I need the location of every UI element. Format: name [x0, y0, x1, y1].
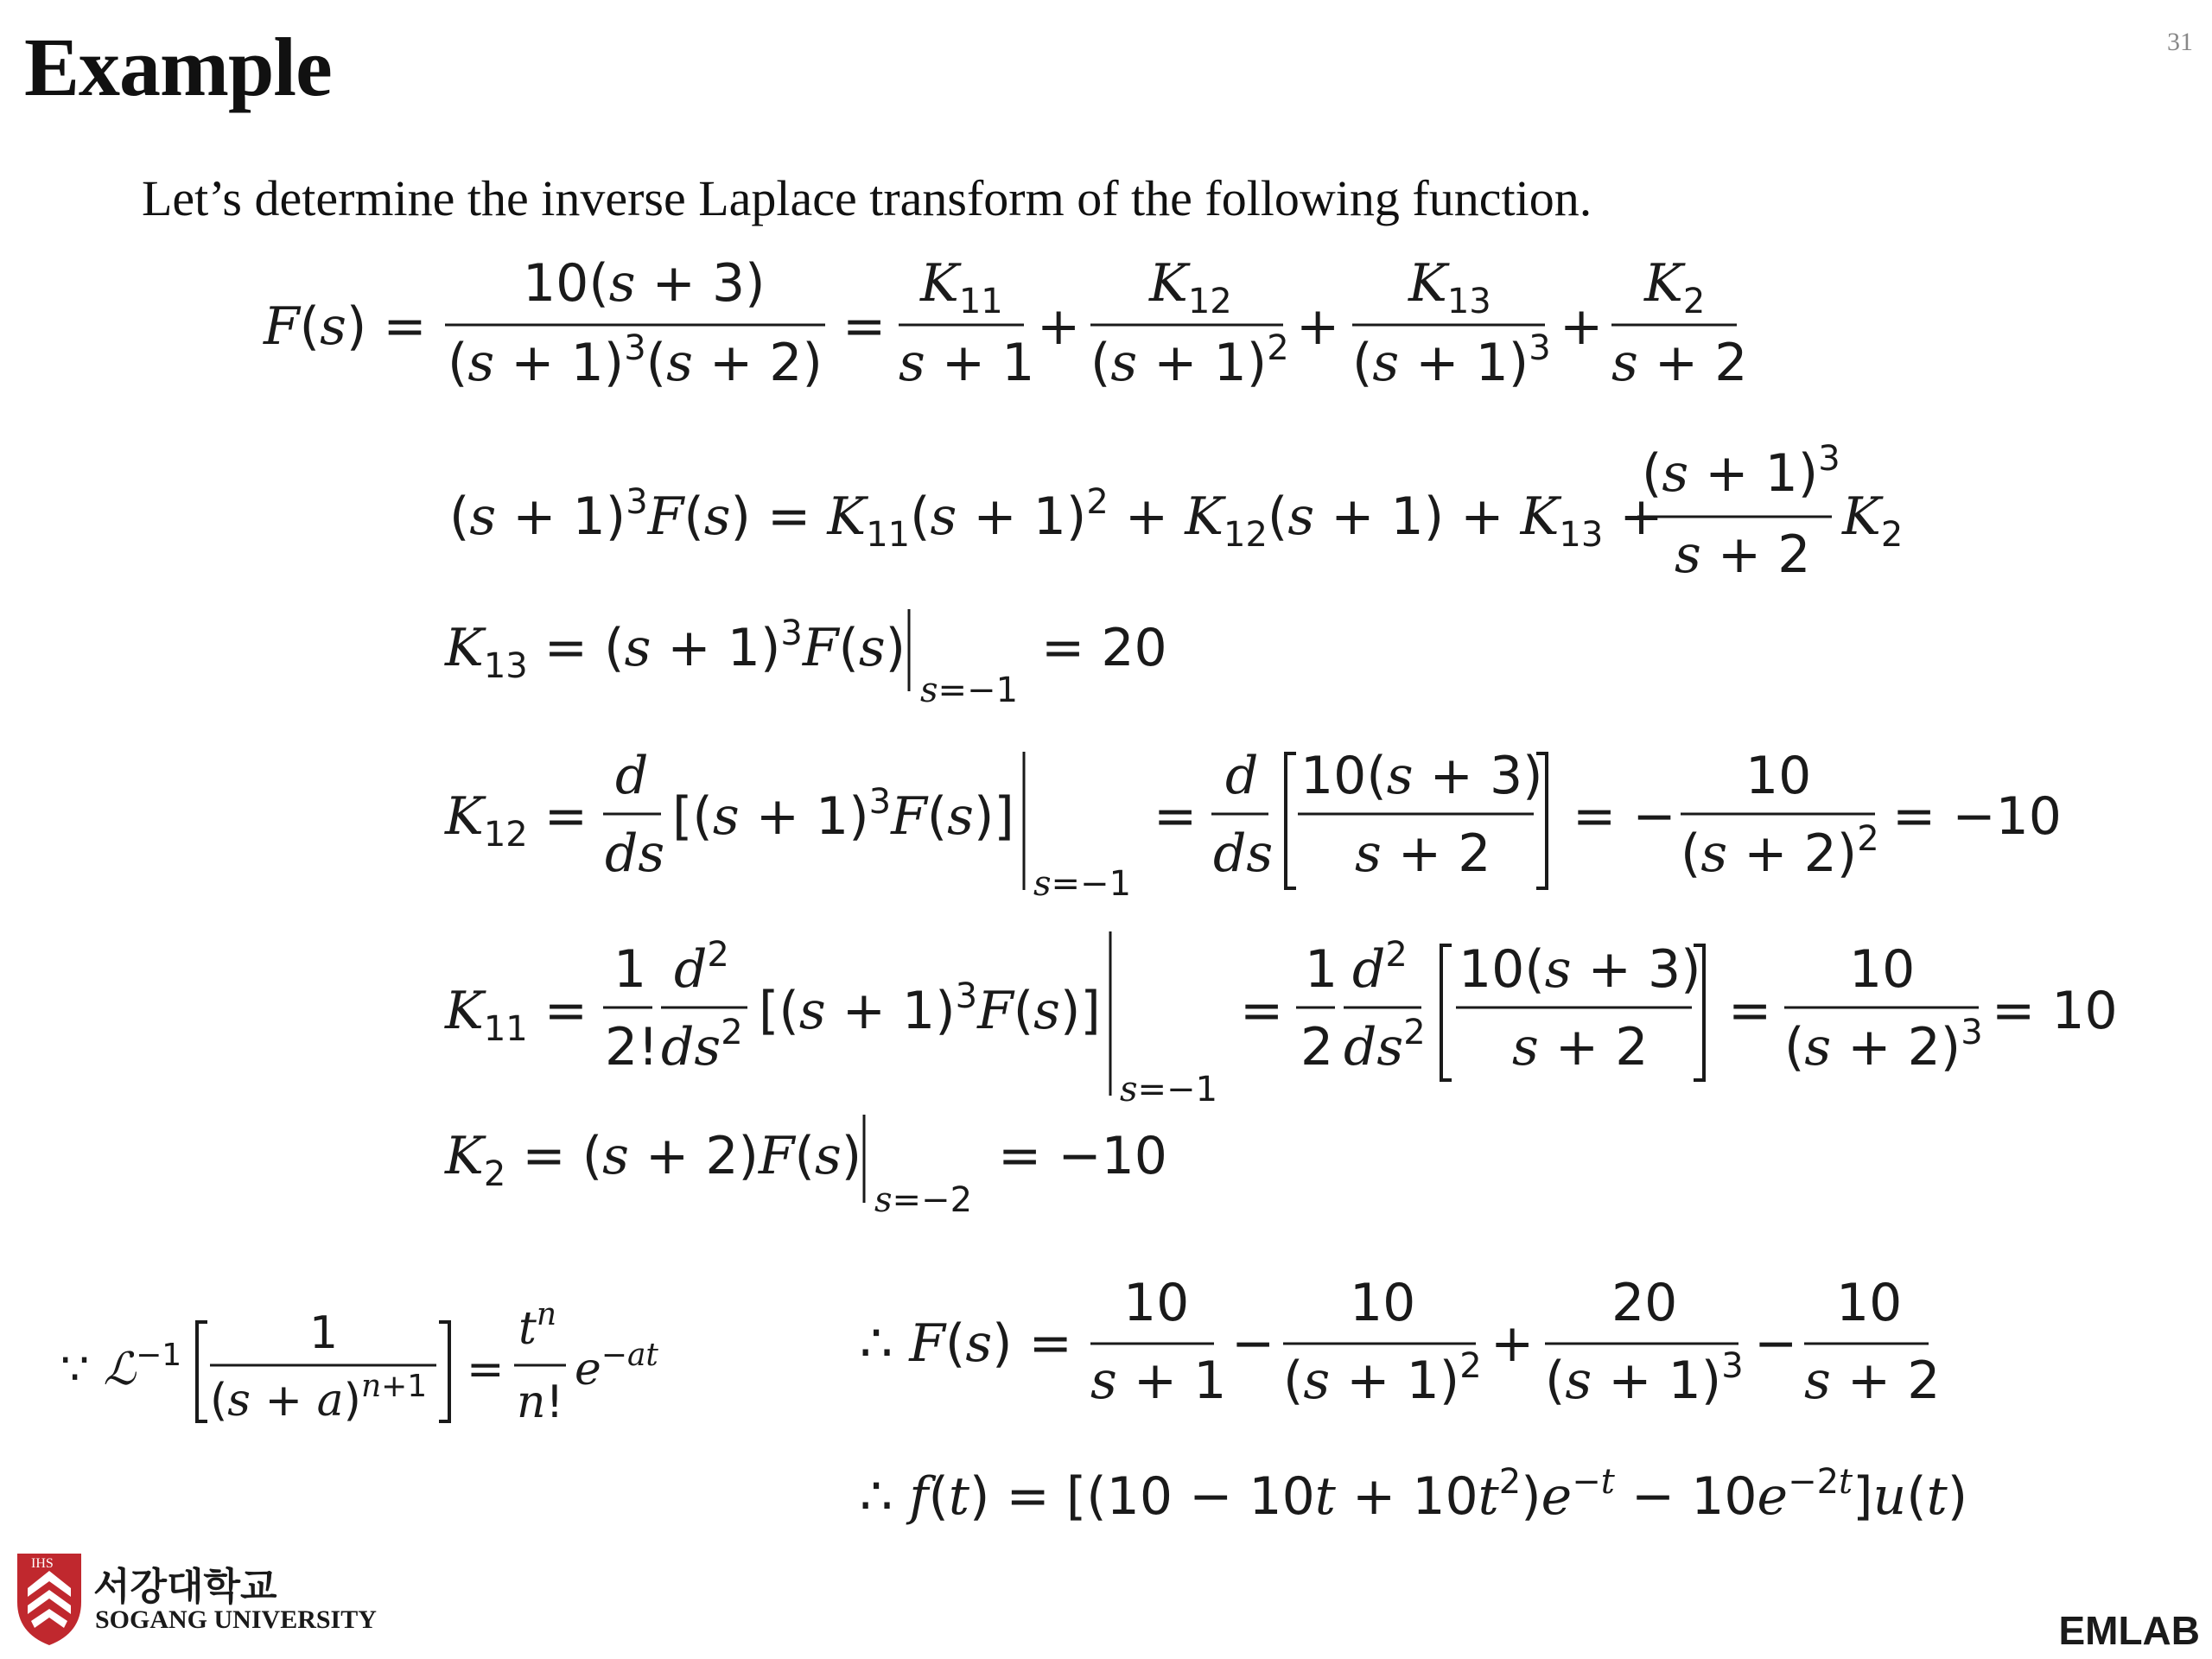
svg-text:e−at: e−at	[575, 1338, 658, 1395]
emlab-label: EMLAB	[2058, 1608, 2200, 1653]
svg-text:d: d	[615, 746, 649, 806]
svg-text:s + 2: s + 2	[1804, 1351, 1941, 1411]
svg-text:= 10: = 10	[1992, 981, 2118, 1041]
svg-text:2!: 2!	[605, 1017, 659, 1077]
svg-text:2: 2	[1300, 1017, 1334, 1077]
svg-text:=: =	[1728, 981, 1772, 1041]
svg-text:ds2: $ds^2$	[1344, 1013, 1426, 1077]
page-number: 31	[2167, 28, 2193, 56]
equation-6	[444, 1115, 1167, 1220]
svg-text:K12 =: $K_{12}$ =	[445, 786, 588, 855]
svg-text:=: =	[842, 296, 887, 357]
svg-text:(s + 1)2: $(s + 1)^2$	[1283, 1346, 1482, 1411]
svg-text:−: −	[1231, 1313, 1275, 1374]
svg-text:(s + 1)2: $(s + 1)^2$	[1090, 328, 1289, 393]
svg-text:∴ F(s) =: ∴ F(s) =	[860, 1313, 1072, 1374]
svg-text:n!: n!	[517, 1376, 564, 1428]
logo-english-name: SOGANG UNIVERSITY	[95, 1605, 377, 1634]
equation-3	[444, 609, 1167, 710]
svg-text:s=−1: s=−1	[1033, 864, 1132, 904]
svg-text:+: +	[1560, 296, 1604, 357]
svg-text:s + 2: s + 2	[1512, 1017, 1649, 1077]
svg-text:IHS: IHS	[31, 1556, 54, 1571]
svg-text:K11 =: $K_{11}$ =	[445, 981, 588, 1049]
svg-text:K13 = (s + 1)3F(s): $K_{13} = (s + 1)^3F(s)$	[445, 613, 906, 686]
svg-text:(s + 1)3: $(s + 1)^3$	[1642, 439, 1840, 504]
svg-text:=: =	[1240, 981, 1284, 1041]
svg-text:ds2: $ds^2$	[661, 1013, 743, 1077]
svg-text:+: +	[1296, 296, 1340, 357]
equation-1	[263, 253, 1747, 393]
svg-text:(s + 2)2: $(s + 2)^2$	[1681, 819, 1879, 884]
svg-text:ds: ds	[605, 823, 665, 884]
equation-9	[860, 1462, 1967, 1527]
intro-text: Let’s determine the inverse Laplace transform of the following function.	[142, 170, 1592, 226]
svg-text:K12: $K_{12}$	[1149, 253, 1232, 321]
svg-text:+: +	[1037, 296, 1081, 357]
svg-text:10(s + 3): 10(s + 3)	[1300, 746, 1543, 806]
svg-text:s + 2: s + 2	[1675, 524, 1811, 585]
svg-text:∵ ℒ−1: ∵ ℒ$^{-1}$	[60, 1338, 182, 1395]
svg-text:[(s + 1)3F(s)]: $[(s + 1)^3F(s)]$	[672, 782, 1014, 847]
svg-text:s + 2: s + 2	[1611, 333, 1748, 393]
equation-5	[444, 931, 2118, 1109]
svg-text:+: +	[1491, 1313, 1535, 1374]
svg-text:K2 = (s + 2)F(s): $K_2 = (s + 2)F(s)$	[445, 1126, 862, 1194]
svg-text:(s + 1)3(s + 2): $(s + 1)^3(s + 2)$	[448, 328, 823, 393]
svg-text:= −10: = −10	[1892, 786, 2062, 847]
svg-text:∴ f(t) = [(10 − 10t + 10t2)e−t: ∴ $f(t) = [(10 - 10t + 10t^2)e^-t - 10e^{-2}t]u(t)$	[860, 1462, 1968, 1527]
svg-text:s=−1: s=−1	[920, 671, 1019, 710]
svg-text:K13: $K_{13}$	[1408, 253, 1491, 321]
svg-text:10: 10	[1350, 1273, 1416, 1333]
logo-korean-name: 서강대학교	[93, 1565, 277, 1609]
svg-text:10(s + 3): 10(s + 3)	[523, 253, 766, 314]
svg-text:1: 1	[613, 939, 647, 1000]
svg-text:10: 10	[1849, 939, 1916, 1000]
svg-text:10: 10	[1836, 1273, 1903, 1333]
svg-text:ds: ds	[1213, 823, 1274, 884]
svg-text:20: 20	[1611, 1273, 1678, 1333]
svg-text:=: =	[467, 1344, 505, 1395]
svg-text:(s + 1)3: $(s + 1)^3$	[1545, 1346, 1744, 1411]
svg-text:d: d	[1225, 746, 1259, 806]
svg-text:10: 10	[1745, 746, 1812, 806]
svg-text:s + 1: s + 1	[899, 333, 1035, 393]
svg-text:d2: $d^2$	[1352, 935, 1408, 1000]
svg-text:= 20: = 20	[1041, 618, 1167, 678]
svg-text:tn: $t^n$	[518, 1297, 557, 1355]
svg-text:K2: $K_2$	[1644, 253, 1706, 321]
svg-text:d2: $d^2$	[674, 935, 729, 1000]
svg-text:= −10: = −10	[998, 1126, 1167, 1186]
svg-text:(s + 2)3: $(s + 2)^3$	[1784, 1013, 1983, 1077]
svg-text:(s + 1)3F(s) = K11(s + 1)2 + K: $(s + 1)^3F(s) = K_{11}(s + 1)^2 + K_{12}(s + 1) + K_{13}$ +	[449, 482, 1663, 555]
svg-text:s + 2: s + 2	[1355, 823, 1491, 884]
svg-text:10(s + 3): 10(s + 3)	[1459, 939, 1701, 1000]
svg-text:−: −	[1754, 1313, 1798, 1374]
equation-2	[449, 439, 1903, 585]
svg-text:=: =	[1154, 786, 1198, 847]
svg-text:F(s) =: F(s) =	[264, 296, 427, 357]
shield-icon	[17, 1554, 81, 1645]
svg-text:[(s + 1)3F(s)]: $[(s + 1)^3F(s)]$	[759, 976, 1101, 1041]
svg-text:s=−1: s=−1	[1120, 1070, 1218, 1109]
svg-text:(s + 1)3: $(s + 1)^3$	[1352, 328, 1551, 393]
slide-title: Example	[24, 21, 332, 113]
svg-text:= −: = −	[1573, 786, 1676, 847]
equation-4	[444, 746, 2062, 904]
svg-text:(s + a)n+1: $(s + a)^n+1$	[210, 1369, 428, 1427]
svg-text:s=−2: s=−2	[874, 1180, 973, 1220]
svg-text:s + 1: s + 1	[1090, 1351, 1227, 1411]
svg-text:K2: $K_2$	[1842, 486, 1904, 555]
svg-text:1: 1	[1305, 939, 1338, 1000]
equation-7	[60, 1297, 658, 1428]
svg-text:K11: $K_{11}$	[920, 253, 1003, 321]
svg-text:10: 10	[1123, 1273, 1190, 1333]
equation-8	[860, 1273, 1940, 1411]
svg-text:1: 1	[309, 1307, 339, 1359]
